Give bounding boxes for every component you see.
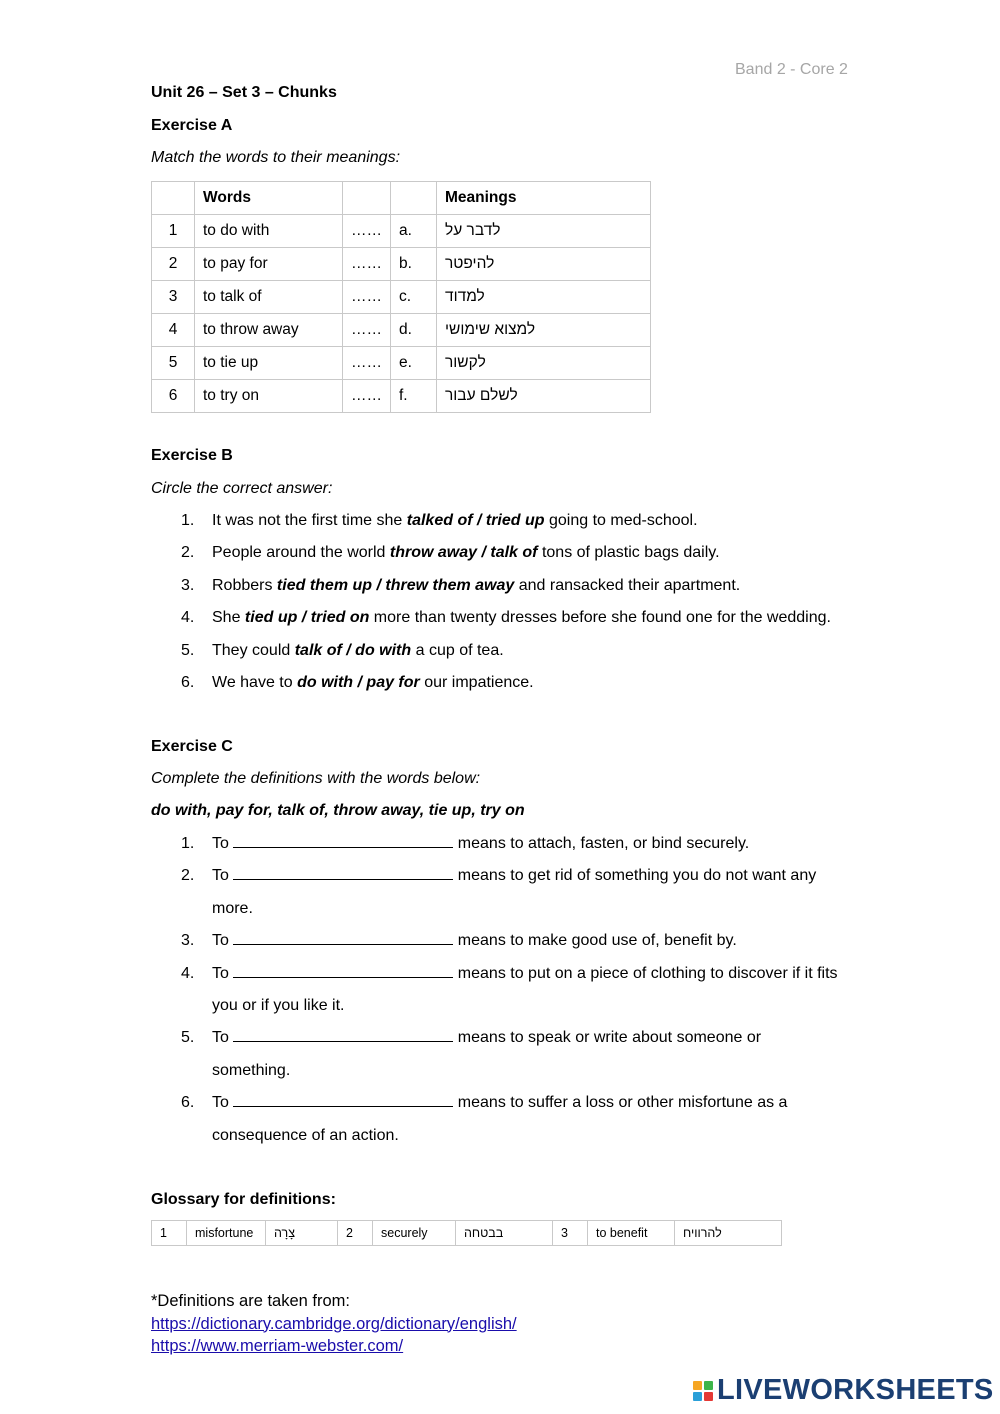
answer-blank[interactable]: …… [343, 281, 391, 314]
answer-choice[interactable]: tied up / tried on [244, 609, 370, 627]
logo-text: LIVEWORKSHEETS [717, 1374, 994, 1406]
row-number: 5 [152, 347, 195, 380]
unit-title: Unit 26 – Set 3 – Chunks [151, 84, 337, 101]
list-item: 2. To means to get rid of something you do not want any more. [181, 867, 817, 917]
list-item: 4. To means to put on a piece of clothing to discover if it fits you or if you like it. [181, 964, 838, 1015]
fill-in-blank[interactable] [233, 833, 453, 848]
list-item: 3. To means to make good use of, benefit by. [181, 932, 737, 950]
glossary-number: 3 [553, 1221, 588, 1246]
row-number: 3 [152, 281, 195, 314]
table-row [152, 281, 651, 314]
answer-choice[interactable]: do with / pay for [297, 674, 420, 692]
list-item: 1. It was not the first time she talked of / tried up going to med-school. [181, 512, 698, 529]
exercise-b-instruction: Circle the correct answer: [151, 480, 333, 497]
logo-icon [693, 1381, 713, 1401]
row-word: to pay for [195, 248, 343, 281]
row-word: to throw away [195, 314, 343, 347]
row-meaning: להיפטר [445, 255, 495, 272]
answer-blank[interactable]: …… [343, 380, 391, 413]
row-meaning: לדבר על [445, 222, 501, 239]
exercise-c-list [151, 828, 838, 1152]
table-row [152, 314, 651, 347]
row-number: 4 [152, 314, 195, 347]
fill-in-blank[interactable] [233, 1092, 453, 1107]
list-item: 2. People around the world throw away / talk of tons of plastic bags daily. [181, 544, 720, 562]
answer-blank[interactable]: …… [343, 347, 391, 380]
fill-in-blank[interactable] [233, 865, 453, 880]
exercise-a-instruction: Match the words to their meanings: [151, 149, 401, 166]
glossary-number: 2 [338, 1221, 373, 1246]
glossary-word: to benefit [588, 1221, 675, 1246]
exercise-b-heading: Exercise B [151, 447, 233, 464]
exercise-c-instruction: Complete the definitions with the words below: [151, 770, 481, 787]
answer-choice[interactable]: throw away / talk of [389, 544, 538, 562]
merriam-webster-link[interactable]: https://www.merriam-webster.com/ [151, 1337, 404, 1355]
list-item: 5. To means to speak or write about someone or something. [181, 1029, 762, 1079]
row-word: to talk of [195, 281, 343, 314]
glossary-word: misfortune [187, 1221, 266, 1246]
list-item: 3. Robbers tied them up / threw them away and ransacked their apartment. [181, 576, 741, 594]
exercise-a-heading: Exercise A [151, 117, 233, 134]
row-number: 1 [152, 215, 195, 248]
sources-note: *Definitions are taken from: [151, 1292, 351, 1310]
row-letter: b. [391, 248, 437, 281]
answer-choice[interactable]: tied them up / threw them away [276, 576, 515, 594]
row-meaning: למדוד [445, 288, 485, 305]
fill-in-blank[interactable] [233, 930, 453, 945]
row-word: to tie up [195, 347, 343, 380]
glossary-translation: בבטחה [464, 1226, 504, 1240]
table-row [152, 347, 651, 380]
fill-in-blank[interactable] [233, 963, 453, 978]
row-letter: a. [391, 215, 437, 248]
answer-blank[interactable]: …… [343, 248, 391, 281]
table-header-row [152, 182, 651, 215]
row-meaning: למצוא שימושי [445, 321, 536, 338]
exercise-b-list [151, 505, 831, 699]
meanings-column-header: Meanings [437, 182, 651, 215]
glossary-number: 1 [152, 1221, 187, 1246]
band-label: Band 2 - Core 2 [735, 61, 848, 78]
row-number: 2 [152, 248, 195, 281]
glossary-row [152, 1221, 782, 1246]
row-letter: f. [391, 380, 437, 413]
answer-blank[interactable]: …… [343, 215, 391, 248]
table-row [152, 215, 651, 248]
list-item: 6. To means to suffer a loss or other misfortune as a consequence of an action. [181, 1094, 788, 1144]
glossary-table [151, 1220, 782, 1246]
row-word: to try on [195, 380, 343, 413]
list-item: 6. We have to do with / pay for our impatience. [181, 674, 534, 692]
row-letter: d. [391, 314, 437, 347]
liveworksheets-logo [693, 1374, 994, 1407]
glossary-translation: להרוויח [683, 1226, 722, 1240]
glossary-heading: Glossary for definitions: [151, 1191, 336, 1208]
word-bank: do with, pay for, talk of, throw away, tie up, try on [151, 802, 525, 819]
row-meaning: לשלם עבור [445, 387, 518, 404]
row-letter: c. [391, 281, 437, 314]
row-letter: e. [391, 347, 437, 380]
answer-blank[interactable]: …… [343, 314, 391, 347]
answer-choice[interactable]: talked of / tried up [406, 512, 545, 529]
row-number: 6 [152, 380, 195, 413]
list-item: 1. To means to attach, fasten, or bind securely. [181, 835, 750, 852]
glossary-word: securely [373, 1221, 456, 1246]
list-item: 4. She tied up / tried on more than twenty dresses before she found one for the wedding. [181, 609, 831, 627]
row-meaning: לקשור [445, 354, 486, 371]
matching-table [151, 181, 651, 413]
glossary-translation: צָרָה [274, 1226, 296, 1240]
words-column-header: Words [195, 182, 343, 215]
answer-choice[interactable]: talk of / do with [294, 641, 412, 659]
table-row [152, 248, 651, 281]
fill-in-blank[interactable] [233, 1027, 453, 1042]
cambridge-link[interactable]: https://dictionary.cambridge.org/dictionary/english/ [151, 1314, 517, 1333]
row-word: to do with [195, 215, 343, 248]
exercise-c-heading: Exercise C [151, 738, 233, 755]
table-row [152, 380, 651, 413]
list-item: 5. They could talk of / do with a cup of tea. [181, 641, 504, 659]
sources-block [151, 1290, 517, 1358]
